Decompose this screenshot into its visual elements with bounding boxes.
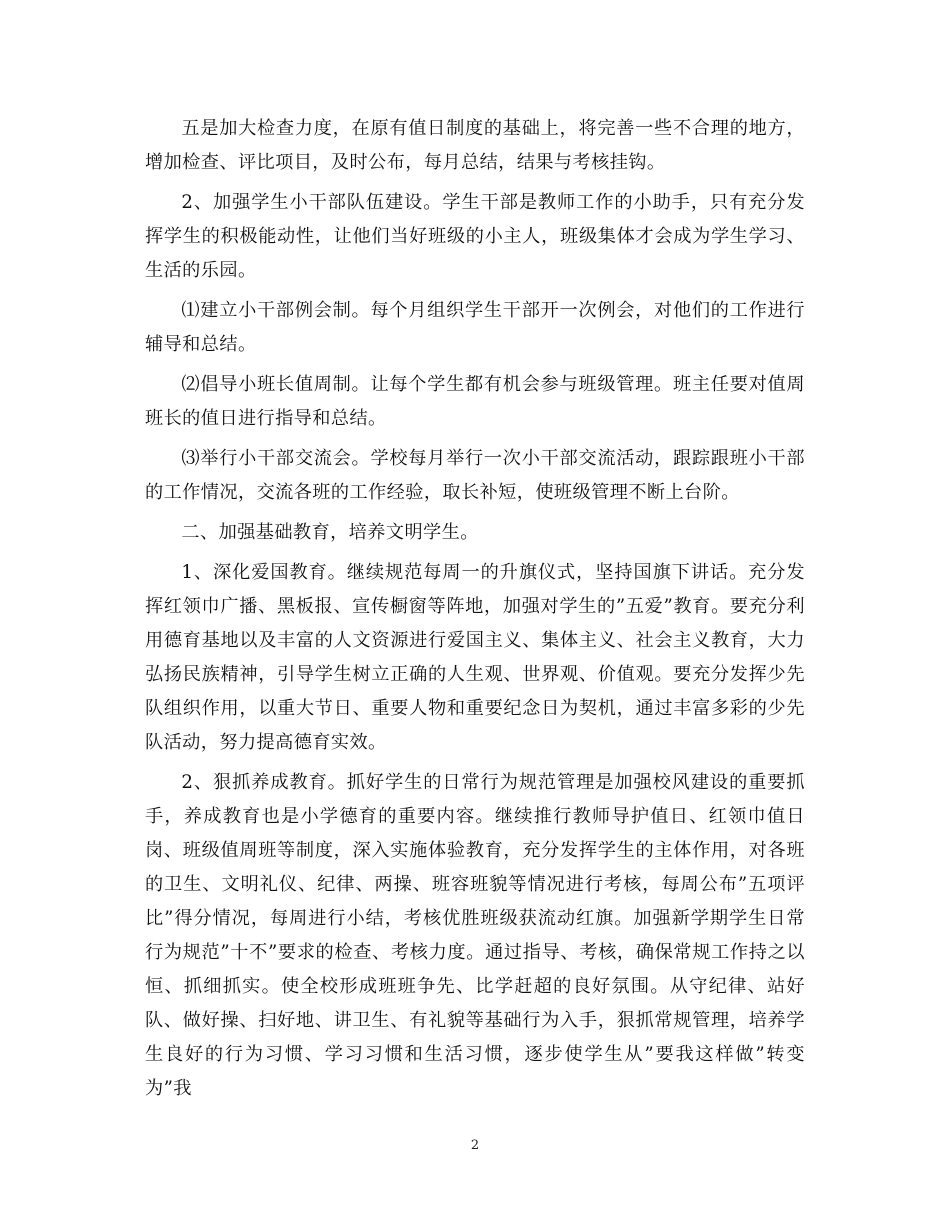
document-body [145, 112, 805, 1106]
paragraph-habit-education: 2、狠抓养成教育。抓好学生的日常行为规范管理是加强校风建设的重要抓手，养成教育也是小学德育的重要内容。继续推行教师导护值日、红领巾值日岗、班级值周班等制度，深入实施体验教育，充分发挥学生的主体作用，对各班的卫生、文明礼仪、纪律、两操、班容班貌等情况进行考核，每周公布”五项评比”得分情况，每周进行小结，考核优胜班级获流动红旗。加强新学期学生日常行为规范”十不”要求的检查、考核力度。通过指导、考核，确保常规工作持之以恒、抓细抓实。使全校形成班班争先、比学赶超的良好氛围。从守纪律、站好队、做好操、扫好地、讲卫生、有礼貌等基础行为入手，狠抓常规管理，培养学生良好的行为习惯、学习习惯和生活习惯，逐步使学生从”要我这样做”转变为”我 [145, 772, 805, 1099]
paragraph-cadre-meeting: ⑴建立小干部例会制。每个月组织学生干部开一次例会，对他们的工作进行辅导和总结。 [145, 300, 805, 355]
paragraph-student-cadres: 2、加强学生小干部队伍建设。学生干部是教师工作的小助手，只有充分发挥学生的积极能动性，让他们当好班级的小主人，班级集体才会成为学生学习、生活的乐园。 [145, 192, 805, 281]
section-heading-basic-education: 二、加强基础教育，培养文明学生。 [181, 522, 479, 543]
paragraph-inspection: 五是加大检查力度，在原有值日制度的基础上，将完善一些不合理的地方，增加检查、评比项目，及时公布，每月总结，结果与考核挂钩。 [145, 118, 805, 173]
page-number: 2 [470, 1138, 480, 1153]
paragraph-patriotic-education: 1、深化爱国教育。继续规范每周一的升旗仪式，坚持国旗下讲话。充分发挥红领巾广播、黑板报、宣传橱窗等阵地，加强对学生的”五爱”教育。要充分利用德育基地以及丰富的人文资源进行爱国主义、集体主义、社会主义教育，大力弘扬民族精神，引导学生树立正确的人生观、世界观、价值观。要充分发挥少先队组织作用，以重大节日、重要人物和重要纪念日为契机，通过丰富多彩的少先队活动，努力提高德育实效。 [145, 562, 805, 753]
paragraph-cadre-exchange: ⑶举行小干部交流会。学校每月举行一次小干部交流活动，跟踪跟班小干部的工作情况，交流各班的工作经验，取长补短，使班级管理不断上台阶。 [145, 448, 805, 503]
paragraph-class-monitor-duty: ⑵倡导小班长值周制。让每个学生都有机会参与班级管理。班主任要对值周班长的值日进行指导和总结。 [145, 374, 805, 429]
